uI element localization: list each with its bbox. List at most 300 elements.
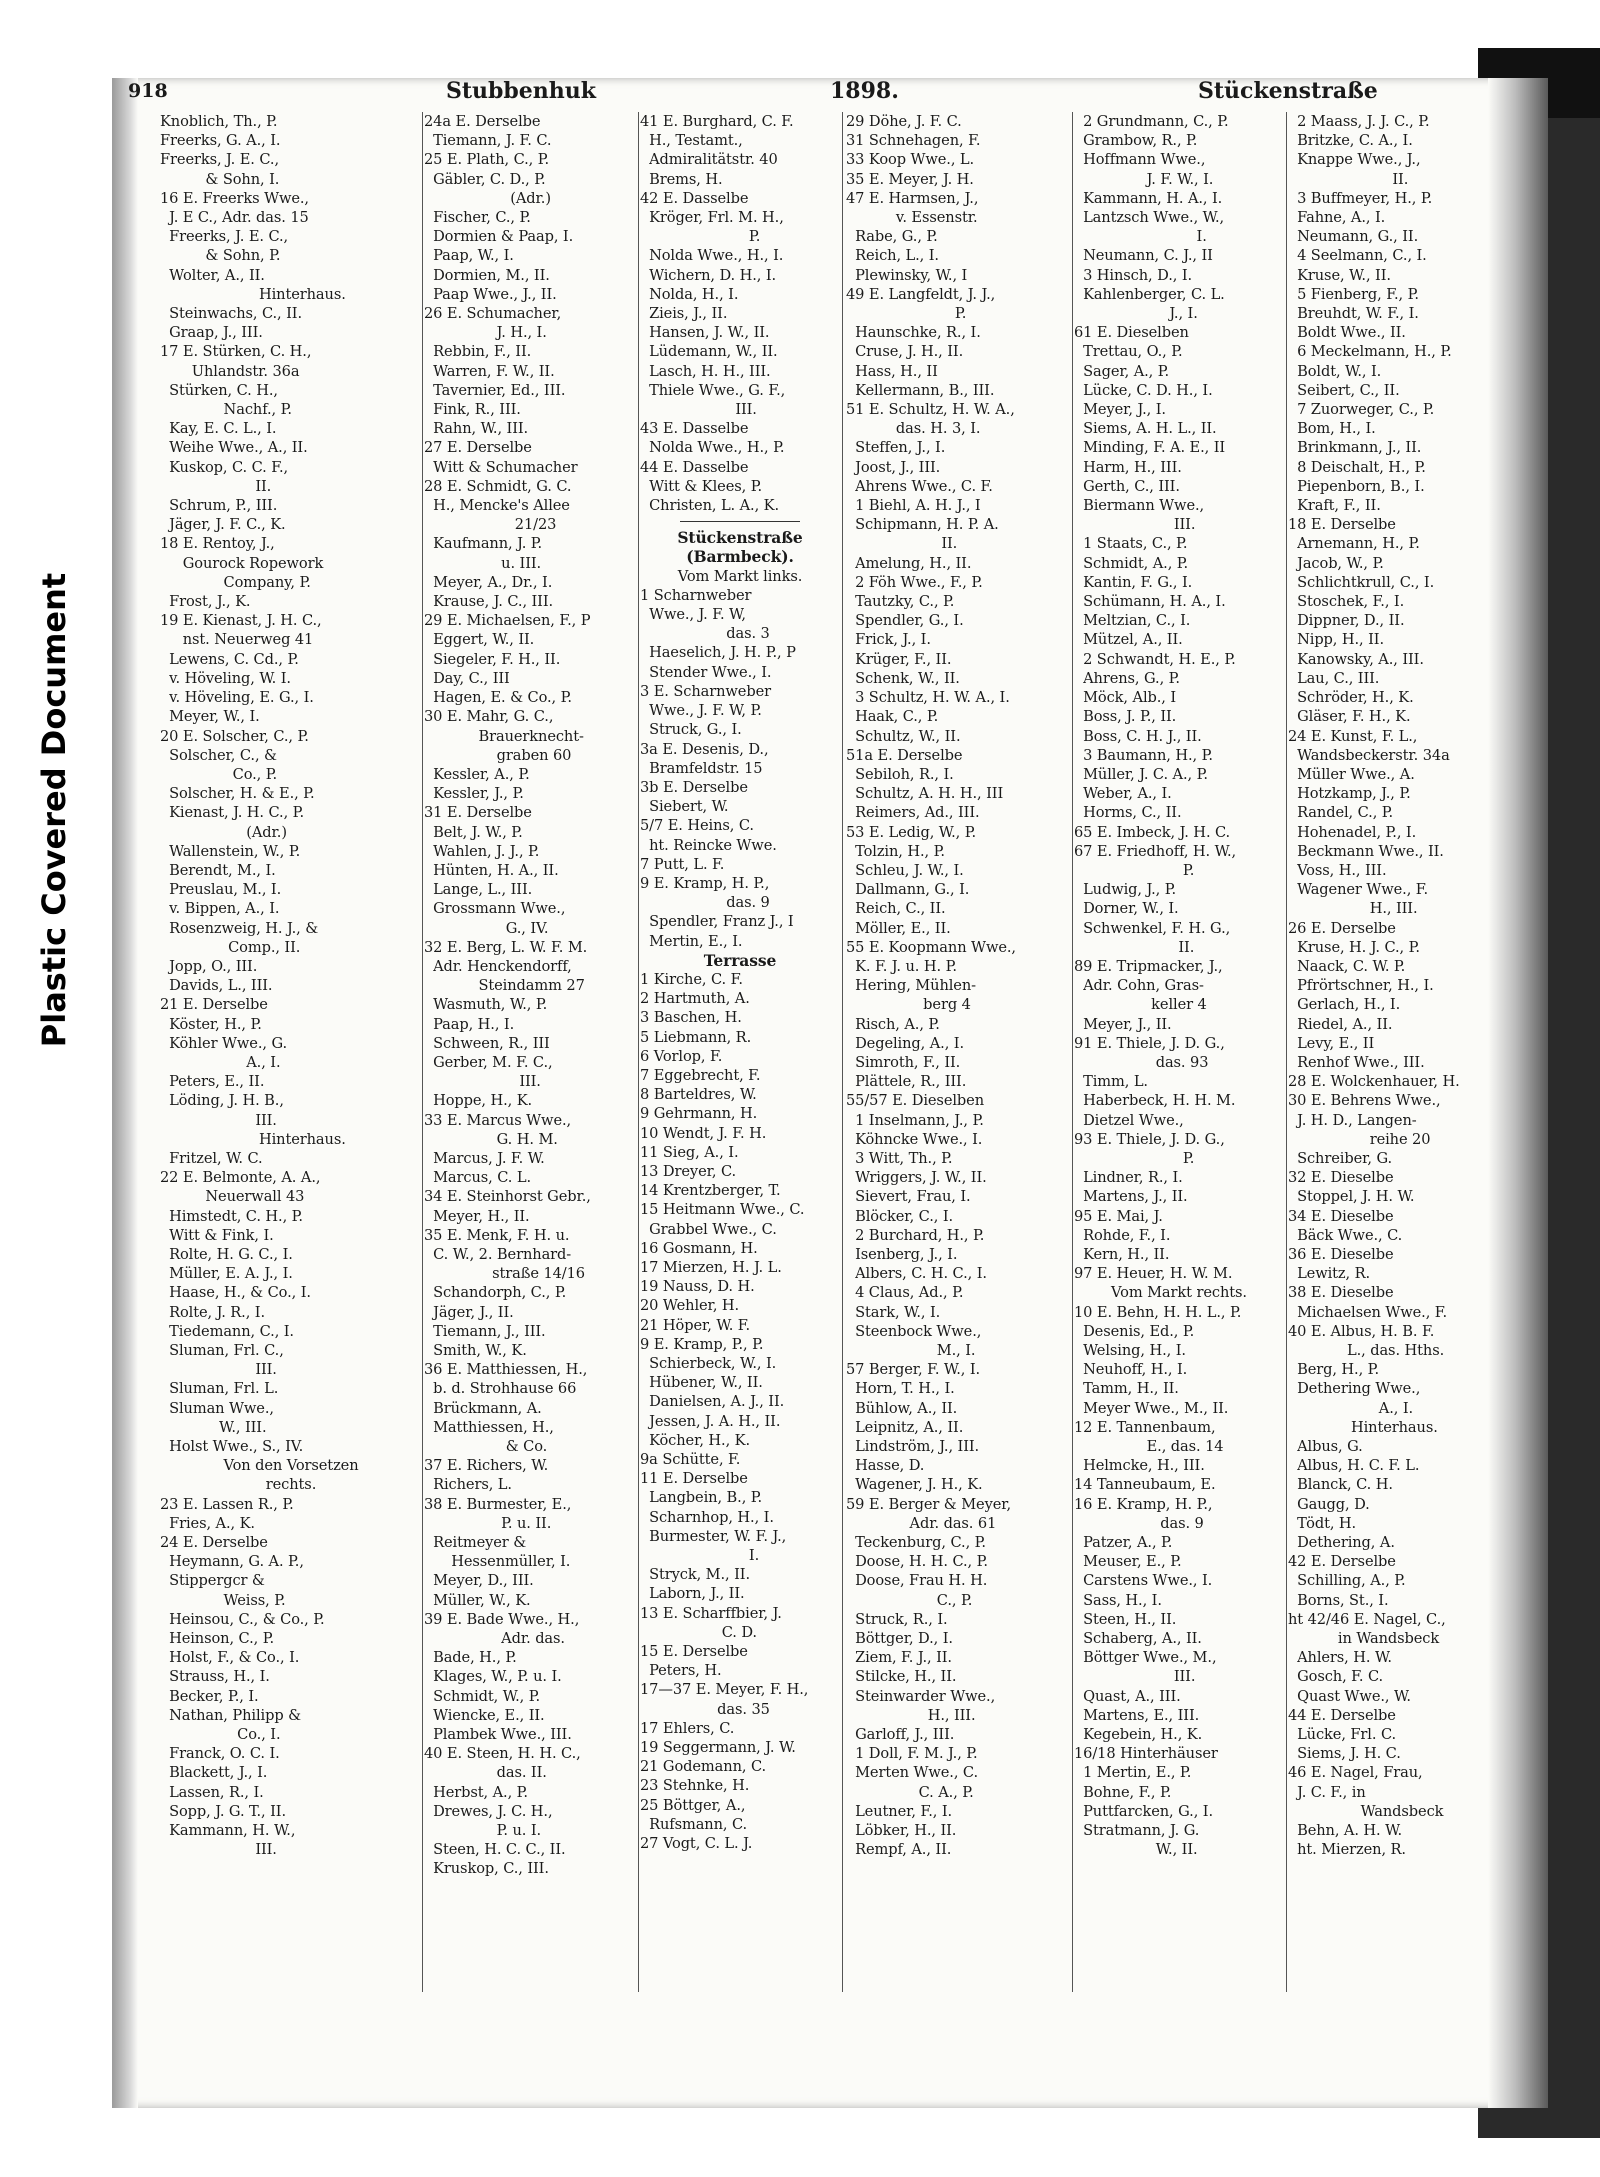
directory-entry: Kruse, H. J. C., P.: [1288, 938, 1420, 956]
directory-entry: 1 Kirche, C. F.: [640, 970, 743, 988]
directory-entry: 11 Sieg, A., I.: [640, 1143, 739, 1161]
directory-entry: Gaugg, D.: [1288, 1495, 1370, 1513]
directory-entry: 1 Doll, F. M. J., P.: [846, 1745, 978, 1763]
directory-entry: Gerlach, H., I.: [1288, 996, 1401, 1014]
directory-entry: Joost, J., III.: [846, 458, 941, 476]
directory-entry: Boss, C. H. J., II.: [1074, 727, 1202, 745]
directory-entry: 37 E. Richers, W.: [424, 1457, 549, 1475]
directory-entry: 95 E. Mai, J.: [1074, 1207, 1163, 1225]
directory-entry: nst. Neuerweg 41: [160, 631, 314, 649]
directory-entry: Sievert, Frau, I.: [846, 1188, 971, 1206]
directory-entry: Kruse, W., II.: [1288, 266, 1391, 284]
directory-entry: Dorner, W., I.: [1074, 900, 1179, 918]
directory-entry: Solscher, H. & E., P.: [160, 785, 315, 803]
directory-entry: Becker, P., I.: [160, 1687, 259, 1705]
directory-entry: Blackett, J., I.: [160, 1764, 268, 1782]
directory-entry: Quast, A., III.: [1074, 1687, 1181, 1705]
directory-entry: Naack, C. W. P.: [1288, 957, 1406, 975]
directory-entry: Bühlow, A., II.: [846, 1399, 958, 1417]
directory-entry: Borns, St., I.: [1288, 1591, 1389, 1609]
directory-entry: Randel, C., P.: [1288, 804, 1394, 822]
directory-entry: Blöcker, C., I.: [846, 1207, 954, 1225]
directory-entry: Spendler, G., I.: [846, 612, 964, 630]
directory-entry: P.: [846, 305, 967, 323]
directory-entry: Steen, H., II.: [1074, 1610, 1177, 1628]
directory-entry: Ahrens, G., P.: [1074, 669, 1180, 687]
directory-entry: Davids, L., III.: [160, 977, 273, 995]
directory-entry: Neumann, C. J., II: [1074, 247, 1213, 265]
directory-entry: ht. Reincke Wwe.: [640, 836, 777, 854]
directory-entry: Mertin, E., I.: [640, 932, 743, 950]
directory-entry: Hotzkamp, J., P.: [1288, 785, 1411, 803]
directory-entry: Lewitz, R.: [1288, 1265, 1371, 1283]
directory-entry: H., III.: [1288, 900, 1418, 918]
directory-entry: Haase, H., & Co., I.: [160, 1284, 311, 1302]
directory-entry: Berg, H., P.: [1288, 1361, 1379, 1379]
directory-entry: Meyer Wwe., M., II.: [1074, 1399, 1229, 1417]
directory-entry: ht. Mierzen, R.: [1288, 1841, 1406, 1859]
directory-entry: 16 E. Freerks Wwe.,: [160, 189, 309, 207]
section-note: Hinterhaus.: [236, 1130, 346, 1148]
directory-entry: Mützel, A., II.: [1074, 631, 1183, 649]
directory-entry: Reitmeyer &: [424, 1534, 527, 1552]
directory-entry: graben 60: [424, 746, 572, 764]
directory-entry: Pfrörtschner, H., I.: [1288, 977, 1434, 995]
directory-entry: Dietzel Wwe.,: [1074, 1111, 1184, 1129]
directory-entry: 21/23: [424, 516, 557, 534]
directory-entry: Köhncke Wwe., I.: [846, 1130, 983, 1148]
directory-entry: 3a E. Desenis, D.,: [640, 740, 769, 758]
directory-entry: Weihe Wwe., A., II.: [160, 439, 308, 457]
directory-entry: Müller, J. C. A., P.: [1074, 765, 1208, 783]
column-5: [1074, 112, 1284, 2012]
directory-entry: 14 Tanneubaum, E.: [1074, 1476, 1216, 1494]
directory-entry: III.: [160, 1361, 277, 1379]
directory-entry: Bramfeldstr. 15: [640, 759, 763, 777]
directory-entry: & Sohn, I.: [160, 170, 280, 188]
directory-entry: 22 E. Belmonte, A. A.,: [160, 1169, 321, 1187]
directory-entry: Matthiessen, H.,: [424, 1418, 554, 1436]
directory-entry: Steenbock Wwe.,: [846, 1322, 982, 1340]
directory-entry: J. H. D., Langen-: [1288, 1111, 1417, 1129]
directory-entry: Teckenburg, C., P.: [846, 1534, 986, 1552]
directory-entry: reihe 20: [1288, 1130, 1431, 1148]
directory-entry: Albers, C. H. C., I.: [846, 1265, 987, 1283]
directory-entry: Thiele Wwe., G. F.,: [640, 381, 786, 399]
directory-entry: Knappe Wwe., J.,: [1288, 151, 1421, 169]
directory-entry: Stilcke, H., II.: [846, 1668, 957, 1686]
directory-entry: C. A., P.: [846, 1783, 974, 1801]
directory-entry: Reimers, Ad., III.: [846, 804, 980, 822]
directory-entry: Köhler Wwe., G.: [160, 1034, 288, 1052]
directory-entry: M., I.: [846, 1342, 976, 1359]
directory-entry: Burmester, W. F. J.,: [640, 1527, 787, 1545]
section-note: Vom Markt rechts.: [1111, 1284, 1247, 1302]
directory-entry: 2 Maass, J. J. C., P.: [1288, 113, 1430, 130]
directory-entry: Kammann, H. W.,: [160, 1822, 296, 1840]
directory-entry: 11 E. Derselbe: [640, 1470, 748, 1488]
directory-entry: v. Höveling, E. G., I.: [160, 689, 314, 707]
directory-entry: 27 E. Derselbe: [424, 439, 532, 457]
directory-entry: Müller Wwe., A.: [1288, 765, 1415, 783]
directory-entry: Biermann Wwe.,: [1074, 497, 1205, 515]
directory-entry: Brinkmann, J., II.: [1288, 439, 1422, 457]
directory-entry: 19 Nauss, D. H.: [640, 1278, 755, 1296]
directory-entry: Meyer, J., I.: [1074, 401, 1166, 419]
year-label: 1898.: [830, 78, 899, 104]
directory-entry: A., I.: [160, 1053, 281, 1071]
directory-entry: 24 E. Derselbe: [160, 1534, 268, 1552]
directory-entry: 41 E. Burghard, C. F.: [640, 113, 794, 130]
column-1: [160, 112, 422, 2012]
directory-entry: Schümann, H. A., I.: [1074, 593, 1226, 611]
directory-entry: 16/18 Hinterhäuser: [1074, 1745, 1218, 1763]
directory-entry: 9a Schütte, F.: [640, 1451, 741, 1469]
directory-entry: 3 Witt, Th., P.: [846, 1149, 953, 1167]
directory-entry: Garloff, J., III.: [846, 1726, 955, 1744]
directory-entry: II.: [160, 477, 272, 495]
directory-entry: Danielsen, A. J., II.: [640, 1393, 785, 1411]
directory-entry: Jäger, J. F. C., K.: [160, 516, 286, 534]
directory-entry: Stender Wwe., I.: [640, 663, 772, 681]
directory-entry: das. 3: [640, 625, 770, 643]
directory-entry: Spendler, Franz J., I: [640, 913, 794, 931]
directory-entry: Frick, J., I.: [846, 631, 931, 649]
directory-entry: Boss, J. P., II.: [1074, 708, 1177, 726]
directory-entry: 32 E. Dieselbe: [1288, 1169, 1394, 1187]
directory-entry: Schierbeck, W., I.: [640, 1355, 777, 1372]
directory-entry: Dormien, M., II.: [424, 266, 550, 284]
directory-entry: Langbein, B., P.: [640, 1489, 763, 1507]
directory-entry: Ziem, F. J., II.: [846, 1649, 952, 1667]
directory-entry: Sluman Wwe.,: [160, 1399, 274, 1417]
directory-entry: Gerth, C., III.: [1074, 477, 1180, 495]
directory-entry: 35 E. Meyer, J. H.: [846, 170, 974, 188]
directory-entry: P.: [640, 228, 761, 246]
directory-entry: 39 E. Bade Wwe., H.,: [424, 1610, 580, 1628]
directory-entry: Kienast, J. H. C., P.: [160, 804, 304, 822]
directory-entry: Wiencke, E., II.: [424, 1706, 545, 1724]
directory-entry: das. 35: [640, 1700, 770, 1718]
directory-entry: 31 Schnehagen, F.: [846, 132, 981, 150]
directory-entry: Lassen, R., I.: [160, 1783, 264, 1801]
directory-entry: Brems, H.: [640, 170, 723, 188]
directory-entry: 7 Eggebrecht, F.: [640, 1066, 761, 1084]
directory-entry: Rolte, J. R., I.: [160, 1303, 266, 1321]
directory-entry: 26 E. Derselbe: [1288, 919, 1396, 937]
directory-entry: 2 Hartmuth, A.: [640, 990, 750, 1008]
directory-entry: 3 Buffmeyer, H., P.: [1288, 189, 1433, 207]
directory-entry: Schipmann, H. P. A.: [846, 516, 999, 534]
directory-entry: 25 E. Plath, C., P.: [424, 151, 550, 169]
directory-entry: 5 Fienberg, F., P.: [1288, 285, 1419, 303]
directory-entry: Jacob, W., P.: [1288, 554, 1384, 572]
directory-entry: Kruskop, C., III.: [424, 1860, 549, 1878]
directory-entry: Kammann, H. A., I.: [1074, 189, 1223, 207]
street-heading: (Barmbeck).: [686, 547, 794, 567]
directory-entry: Kessler, A., P.: [424, 765, 530, 783]
directory-entry: 36 E. Matthiessen, H.,: [424, 1361, 588, 1379]
left-running-title: Stubbenhuk: [446, 78, 597, 104]
directory-entry: Plambek Wwe., III.: [424, 1726, 572, 1744]
directory-entry: Plättele, R., III.: [846, 1073, 967, 1091]
directory-entry: Nolda, H., I.: [640, 285, 739, 303]
directory-entry: Krüger, F., II.: [846, 650, 952, 668]
directory-entry: Wandsbeck: [1288, 1802, 1444, 1820]
directory-entry: Nachf., P.: [160, 401, 292, 419]
directory-entry: v. Essenstr.: [846, 209, 978, 227]
directory-entry: Lange, L., III.: [424, 881, 533, 899]
column-6: [1288, 112, 1478, 2012]
directory-entry: Co., P.: [160, 765, 278, 783]
directory-entry: berg 4: [846, 996, 971, 1014]
page-header: [128, 74, 1408, 114]
directory-entry: J. C. F., in: [1288, 1783, 1366, 1801]
directory-entry: Blanck, C. H.: [1288, 1476, 1393, 1494]
directory-entry: III.: [160, 1841, 277, 1859]
directory-entry: Merten Wwe., C.: [846, 1764, 979, 1782]
directory-entry: Lücke, C. D. H., I.: [1074, 381, 1213, 399]
directory-entry: P.: [1074, 861, 1195, 879]
directory-entry: Admiralitätstr. 40: [640, 151, 778, 169]
directory-entry: P. u. II.: [424, 1514, 552, 1532]
directory-entry: das. 93: [1074, 1053, 1209, 1071]
directory-entry: 21 E. Derselbe: [160, 996, 268, 1014]
page-number: 918: [128, 80, 168, 102]
directory-entry: Seibert, C., II.: [1288, 381, 1400, 399]
directory-entry: Kuskop, C. C. F.,: [160, 458, 289, 476]
directory-entry: 10 E. Behn, H. H. L., P.: [1074, 1303, 1242, 1321]
directory-entry: Holst Wwe., S., IV.: [160, 1438, 304, 1456]
directory-entry: Doose, Frau H. H.: [846, 1572, 988, 1590]
directory-entry: Herbst, A., P.: [424, 1783, 528, 1801]
directory-entry: Wahlen, J. J., P.: [424, 842, 540, 860]
directory-entry: H., Testamt.,: [640, 132, 743, 150]
directory-entry: Carstens Wwe., I.: [1074, 1572, 1213, 1590]
directory-entry: 2 Burchard, H., P.: [846, 1226, 985, 1244]
directory-entry: Albus, H. C. F. L.: [1288, 1457, 1420, 1475]
directory-entry: das. H. 3, I.: [846, 420, 981, 438]
directory-entry: Löbker, H., II.: [846, 1822, 957, 1840]
side-label: [22, 540, 86, 1080]
directory-entry: Britzke, C. A., I.: [1288, 132, 1413, 150]
directory-entry: Solscher, C., &: [160, 746, 277, 764]
directory-entry: C. W., 2. Bernhard-: [424, 1245, 572, 1263]
directory-entry: 59 E. Berger & Meyer,: [846, 1495, 1012, 1513]
directory-entry: Gerber, M. F. C.,: [424, 1053, 553, 1071]
directory-entry: Wallenstein, W., P.: [160, 842, 301, 860]
directory-entry: Haeselich, J. H. P., P: [640, 644, 796, 662]
directory-entry: Wagener, J. H., K.: [846, 1476, 983, 1494]
directory-entry: Wandsbeckerstr. 34a: [1288, 746, 1450, 764]
directory-entry: Michaelsen Wwe., F.: [1288, 1303, 1448, 1321]
directory-entry: 28 E. Wolckenhauer, H.: [1288, 1073, 1460, 1091]
directory-entry: Schandorph, C., P.: [424, 1284, 567, 1302]
directory-entry: Freerks, J. E. C.,: [160, 151, 280, 169]
directory-entry: das. 9: [1074, 1514, 1204, 1532]
directory-entry: 33 E. Marcus Wwe.,: [424, 1111, 572, 1129]
directory-entry: Meyer, H., II.: [424, 1207, 530, 1225]
directory-entry: Company, P.: [160, 573, 311, 591]
directory-entry: Adr. das.: [424, 1630, 565, 1648]
directory-entry: 40 E. Steen, H. H. C.,: [424, 1745, 581, 1763]
directory-entry: Sager, A., P.: [1074, 362, 1170, 380]
directory-entry: Sebiloh, R., I.: [846, 765, 954, 783]
directory-entry: Köster, H., P.: [160, 1015, 262, 1033]
directory-entry: 1 Biehl, A. H. J., I: [846, 497, 981, 515]
directory-entry: 3 Hinsch, D., I.: [1074, 266, 1193, 284]
directory-entry: Horn, T. H., I.: [846, 1380, 955, 1398]
directory-entry: Hering, Mühlen-: [846, 977, 976, 995]
directory-entry: Ludwig, J., P.: [1074, 881, 1177, 899]
directory-entry: Freerks, G. A., I.: [160, 132, 281, 150]
directory-entry: Kaufmann, J. P.: [424, 535, 543, 553]
directory-entry: Kröger, Frl. M. H.,: [640, 209, 784, 227]
directory-entry: Trettau, O., P.: [1074, 343, 1183, 361]
directory-entry: Grossmann Wwe.,: [424, 900, 566, 918]
directory-entry: Amelung, H., II.: [846, 554, 972, 572]
directory-entry: Simroth, F., II.: [846, 1053, 961, 1071]
directory-entry: 13 E. Scharffbier, J.: [640, 1604, 782, 1622]
directory-entry: Peters, E., II.: [160, 1073, 265, 1091]
directory-entry: Stoschek, F., I.: [1288, 593, 1405, 611]
directory-entry: 28 E. Schmidt, G. C.: [424, 477, 572, 495]
directory-entry: Warren, F. W., II.: [424, 362, 555, 380]
directory-entry: (Adr.): [424, 189, 551, 207]
directory-entry: Nolda Wwe., H., P.: [640, 439, 785, 457]
directory-entry: Meuser, E., P.: [1074, 1553, 1182, 1571]
directory-entry: Scharnhop, H., I.: [640, 1508, 774, 1526]
directory-entry: III.: [160, 1111, 277, 1129]
directory-entry: 1 Mertin, E., P.: [1074, 1764, 1192, 1782]
directory-entry: 5 Liebmann, R.: [640, 1028, 752, 1046]
directory-entry: Adr. das. 61: [846, 1514, 997, 1532]
directory-entry: Paap, W., I.: [424, 247, 514, 265]
directory-entry: 17 Ehlers, C.: [640, 1719, 735, 1737]
directory-entry: Stoppel, J. H. W.: [1288, 1188, 1415, 1206]
directory-entry: Belt, J. W., P.: [424, 823, 523, 841]
directory-entry: Wriggers, J. W., II.: [846, 1169, 987, 1187]
directory-entry: Möck, Alb., I: [1074, 689, 1177, 707]
column-divider: [842, 112, 843, 1992]
directory-entry: K. F. J. u. H. P.: [846, 957, 957, 975]
directory-entry: Fahne, A., I.: [1288, 209, 1386, 227]
directory-entry: keller 4: [1074, 996, 1207, 1014]
directory-entry: Marcus, C. L.: [424, 1169, 531, 1187]
directory-entry: 14 Krentzberger, T.: [640, 1182, 781, 1200]
directory-entry: Rosenzweig, H. J., &: [160, 919, 319, 937]
directory-entry: G., IV.: [424, 919, 549, 937]
directory-entry: straße 14/16: [424, 1265, 585, 1283]
directory-entry: Bom, H., I.: [1288, 420, 1376, 438]
directory-entry: Helmcke, H., III.: [1074, 1457, 1205, 1475]
directory-entry: Lewens, C. Cd., P.: [160, 650, 299, 668]
directory-entry: 17—37 E. Meyer, F. H.,: [640, 1681, 809, 1699]
directory-entry: Witt & Schumacher: [424, 458, 578, 476]
directory-entry: Tödt, H.: [1288, 1514, 1357, 1532]
directory-entry: 2 Grundmann, C., P.: [1074, 113, 1229, 130]
directory-entry: Preuslau, M., I.: [160, 881, 282, 899]
directory-entry: Steffen, J., I.: [846, 439, 946, 457]
directory-entry: 47 E. Harmsen, J.,: [846, 189, 979, 207]
directory-entry: Kellermann, B., III.: [846, 381, 995, 399]
directory-entry: Hasse, D.: [846, 1457, 925, 1475]
directory-entry: 49 E. Langfeldt, J. J.,: [846, 285, 996, 303]
directory-entry: Franck, O. C. I.: [160, 1745, 280, 1763]
directory-entry: Lantzsch Wwe., W.,: [1074, 209, 1225, 227]
directory-entry: Rolte, H. G. C., I.: [160, 1245, 293, 1263]
directory-entry: Piepenborn, B., I.: [1288, 477, 1425, 495]
street-heading: Stückenstraße: [677, 528, 803, 548]
directory-entry: Hessenmüller, I.: [424, 1553, 571, 1571]
directory-entry: Himstedt, C. H., P.: [160, 1207, 303, 1225]
directory-entry: Siegeler, F. H., II.: [424, 650, 561, 668]
directory-entry: 9 Gehrmann, H.: [640, 1105, 758, 1123]
directory-entry: Quast Wwe., W.: [1288, 1687, 1411, 1705]
directory-entry: 51 E. Schultz, H. W. A.,: [846, 401, 1015, 419]
directory-entry: 9 E. Kramp, P., P.: [640, 1335, 764, 1353]
directory-entry: Dethering, A.: [1288, 1534, 1395, 1552]
directory-entry: Drewes, J. C. H.,: [424, 1802, 553, 1820]
directory-entry: 1 Inselmann, J., P.: [846, 1111, 984, 1129]
directory-entry: 91 E. Thiele, J. D. G.,: [1074, 1034, 1225, 1052]
directory-entry: 15 E. Derselbe: [640, 1643, 748, 1661]
directory-entry: Struck, G., I.: [640, 721, 742, 739]
directory-entry: Tavernier, Ed., III.: [424, 381, 566, 399]
directory-entry: 93 E. Thiele, J. D. G.,: [1074, 1130, 1225, 1148]
directory-entry: Müller, W., K.: [424, 1591, 531, 1609]
directory-entry: Kegebein, H., K.: [1074, 1726, 1203, 1744]
directory-entry: Sass, H., I.: [1074, 1591, 1162, 1609]
directory-entry: Wwe., J. F. W, P.: [640, 702, 762, 720]
directory-entry: 61 E. Dieselben: [1074, 324, 1189, 342]
directory-entry: Christen, L. A., K.: [640, 497, 780, 515]
directory-entry: Siems, A. H. L., II.: [1074, 420, 1217, 438]
directory-entry: 97 E. Heuer, H. W. M.: [1074, 1265, 1233, 1283]
directory-entry: Meyer, A., Dr., I.: [424, 573, 553, 591]
directory-entry: Martens, E., III.: [1074, 1706, 1200, 1724]
directory-entry: 35 E. Menk, F. H. u.: [424, 1226, 570, 1244]
directory-entry: Gourock Ropework: [160, 554, 324, 572]
directory-entry: Isenberg, J., I.: [846, 1245, 958, 1263]
directory-entry: Welsing, H., I.: [1074, 1342, 1186, 1359]
directory-entry: 21 Höper, W. F.: [640, 1316, 751, 1334]
directory-entry: Böttger, D., I.: [846, 1630, 953, 1648]
directory-entry: II.: [846, 535, 958, 553]
directory-entry: Lindström, J., III.: [846, 1438, 980, 1456]
directory-entry: Harm, H., III.: [1074, 458, 1182, 476]
directory-entry: G. H. M.: [424, 1130, 558, 1148]
directory-entry: III.: [640, 401, 757, 419]
directory-entry: Schmidt, A., P.: [1074, 554, 1189, 572]
directory-entry: Doose, H. H. C., P.: [846, 1553, 988, 1571]
directory-entry: 2 Föh Wwe., F., P.: [846, 573, 983, 591]
directory-entry: 24a E. Derselbe: [424, 113, 541, 130]
directory-entry: 5/7 E. Heins, C.: [640, 817, 754, 835]
directory-entry: Hass, H., II: [846, 362, 938, 380]
directory-entry: W., III.: [160, 1418, 267, 1436]
directory-entry: Nipp, H., II.: [1288, 631, 1384, 649]
directory-entry: 21 Godemann, C.: [640, 1758, 767, 1776]
directory-entry: 65 E. Imbeck, J. H. C.: [1074, 823, 1231, 841]
directory-entry: III.: [1074, 516, 1196, 534]
directory-entry: Lasch, H. H., III.: [640, 362, 771, 380]
directory-entry: Brückmann, A.: [424, 1399, 542, 1417]
directory-entry: Boldt, W., I.: [1288, 362, 1382, 380]
directory-entry: Bäck Wwe., C.: [1288, 1226, 1403, 1244]
directory-entry: 20 Wehler, H.: [640, 1297, 740, 1315]
column-divider: [1072, 112, 1073, 1992]
